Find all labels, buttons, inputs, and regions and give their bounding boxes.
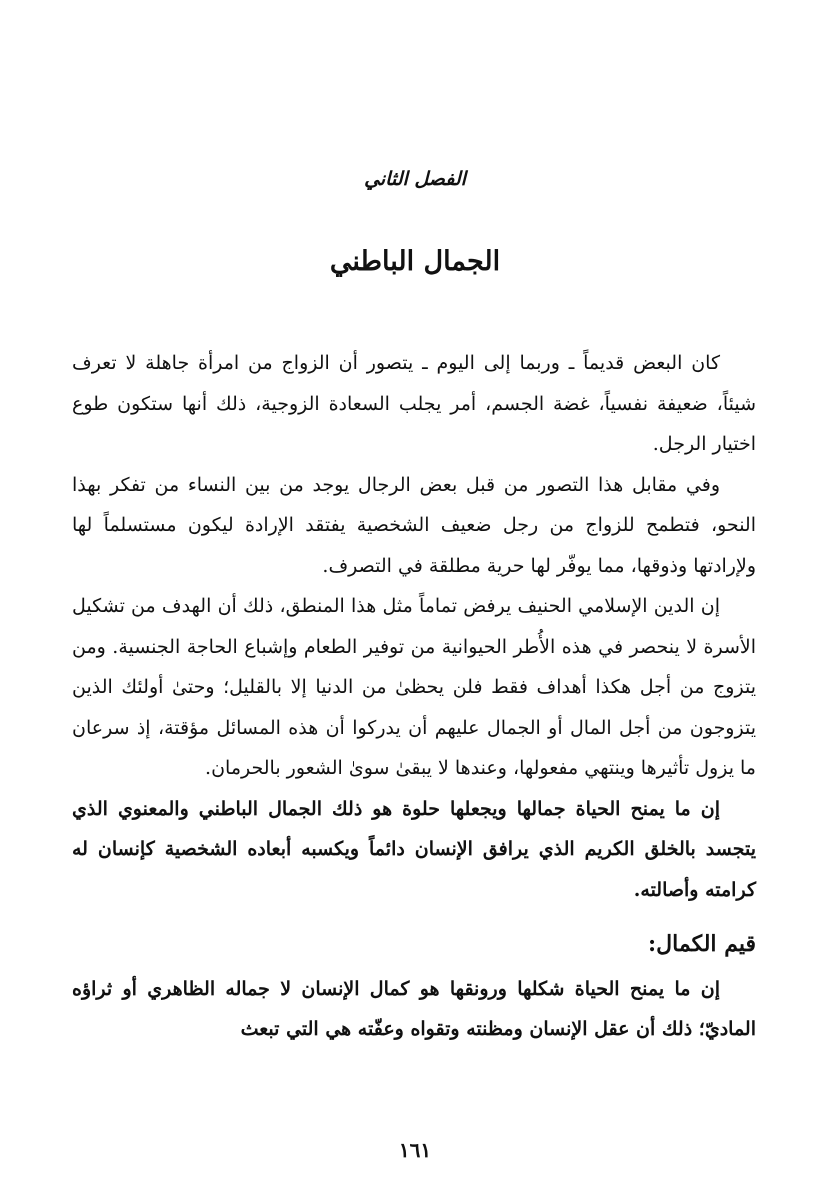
chapter-title: الجمال الباطني (329, 246, 501, 277)
paragraph: كان البعض قديماً ـ وربما إلى اليوم ـ يتصور أن الزواج من امرأة جاهلة لا تعرف شيئاً، ضعيفة نفسياً، غضة الجسم، أمر يجلب السعادة الزوجية، ذلك أنها ستكون طوع اختيار الرجل. (72, 352, 756, 455)
paragraph: وفي مقابل هذا التصور من قبل بعض الرجال يوجد من بين النساء من تفكر بهذا النحو، فتطمح للزواج من رجل ضعيف الشخصية يفتقد الإرادة ليكون مستسلماً لها ولإرادتها وذوقها، مما يوفّر لها حرية مطلقة في التصرف. (72, 473, 756, 577)
body-text (72, 343, 756, 1050)
paragraph-bold: إن ما يمنح الحياة شكلها ورونقها هو كمال الإنسان لا جماله الظاهري أو ثراؤه الماديّ؛ ذلك أن عقل الإنسان ومظنته وتقواه وعفّته هي التي تبعث (72, 977, 756, 1040)
chapter-label: الفصل الثاني (364, 168, 466, 190)
paragraph: إن الدين الإسلامي الحنيف يرفض تماماً مثل هذا المنطق، ذلك أن الهدف من تشكيل الأسرة لا ينحصر في هذه الأُطر الحيوانية من توفير الطعام وإشباع الحاجة الجنسية. ومن يتزوج من أجل هكذا أهداف فقط فلن يحظىٰ من الدنيا إلا بالقليل؛ وحتىٰ أولئك الذين يتزوجون من أجل المال أو الجمال عليهم أن يدركوا أن هذه المسائل مؤقتة، إذ سرعان ما يزول تأثيرها وينتهي مفعولها، وعندها لا يبقىٰ سوىٰ الشعور بالحرمان. (72, 595, 756, 779)
paragraph-bold: إن ما يمنح الحياة جمالها ويجعلها حلوة هو ذلك الجمال الباطني والمعنوي الذي يتجسد بالخلق الكريم الذي يرافق الإنسان دائماً ويكسبه أبعاده الشخصية كإنسان له كرامته وأصالته. (72, 797, 756, 901)
section-heading: قيم الكمال: (648, 931, 756, 957)
page-number: ١٦١ (398, 1138, 432, 1162)
